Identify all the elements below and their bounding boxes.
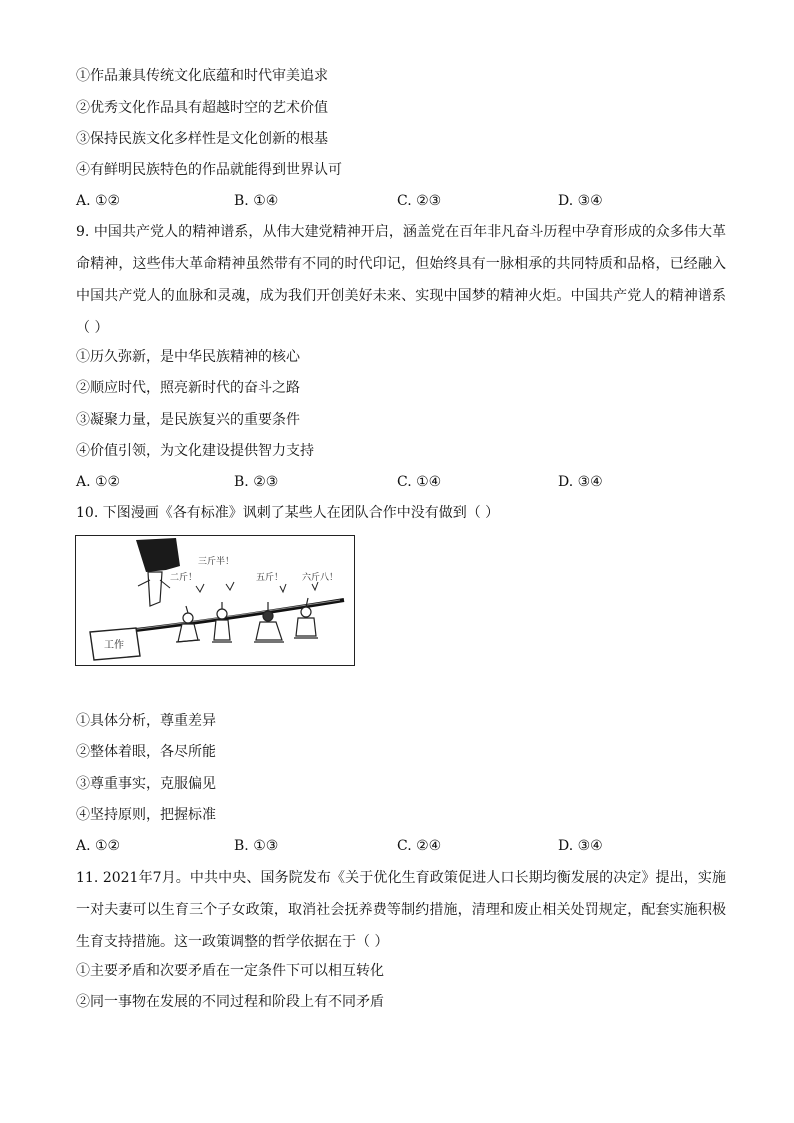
q10-item-2: ②整体着眼，各尽所能: [76, 744, 216, 760]
q8-item-3: ③保持民族文化多样性是文化创新的根基: [76, 131, 328, 147]
figure-2: [212, 602, 232, 642]
figure-3: [254, 602, 284, 642]
q10-option-b[interactable]: B. ①③: [234, 838, 279, 854]
q9-item-3: ③凝聚力量，是民族复兴的重要条件: [76, 412, 300, 428]
q8-option-d[interactable]: D. ③④: [558, 193, 603, 209]
q9-stem: 9. 中国共产党人的精神谱系，从伟大建党精神开启，涵盖党在百年非凡奋斗历程中孕育形成的众多伟大革命精神，这些伟大革命精神虽然带有不同的时代印记，但始终具有一脉相承的共同特质和品格，已经融入中国共产党人的血脉和灵魂，成为我们开创美好未来、实现中国梦的精神火炬。中国共产党人的精神谱系（ ）: [76, 224, 726, 336]
q10-item-1: ①具体分析，尊重差异: [76, 713, 216, 729]
cartoon-drawing: [76, 536, 353, 664]
q8-option-a[interactable]: A. ①②: [76, 193, 121, 209]
q10-item-4: ④坚持原则，把握标准: [76, 807, 216, 823]
q8-item-4: ④有鲜明民族特色的作品就能得到世界认可: [76, 162, 342, 178]
tick-marks: [196, 582, 318, 592]
q10-option-d[interactable]: D. ③④: [558, 838, 603, 854]
q9-item-1: ①历久弥新，是中华民族精神的核心: [76, 349, 300, 365]
q9-item-4: ④价值引领，为文化建设提供智力支持: [76, 443, 314, 459]
bag-label: 工作: [104, 640, 124, 651]
q9-option-c[interactable]: C. ①④: [397, 474, 442, 490]
q10-option-c[interactable]: C. ②④: [397, 838, 442, 854]
q9-options: [76, 473, 736, 491]
q9-option-b[interactable]: B. ②③: [234, 474, 279, 490]
leg-shape: [148, 572, 162, 606]
q11-item-2: ②同一事物在发展的不同过程和阶段上有不同矛盾: [76, 994, 384, 1010]
q10-cartoon: [75, 535, 355, 666]
bubble-1: 二斤！: [170, 573, 198, 583]
q10-option-a[interactable]: A. ①②: [76, 838, 121, 854]
bubble-2: 三斤半！: [198, 557, 235, 567]
q8-item-2: ②优秀文化作品具有超越时空的艺术价值: [76, 100, 328, 116]
q8-item-1: ①作品兼具传统文化底蕴和时代审美追求: [76, 68, 328, 84]
q9-option-a[interactable]: A. ①②: [76, 474, 121, 490]
bubble-3: 五斤！: [256, 573, 284, 583]
q8-option-c[interactable]: C. ②③: [397, 193, 442, 209]
boot-shape: [136, 538, 180, 572]
q8-options: [76, 192, 736, 210]
q8-option-b[interactable]: B. ①④: [234, 193, 279, 209]
q10-item-3: ③尊重事实，克服偏见: [76, 776, 216, 792]
q9-option-d[interactable]: D. ③④: [558, 474, 603, 490]
arm-lines: [138, 580, 170, 588]
bubble-4: 六斤八！: [302, 573, 339, 583]
q10-options: [76, 837, 736, 855]
q10-stem: 10. 下图漫画《各有标准》讽刺了某些人在团队合作中没有做到（ ）: [76, 505, 500, 521]
q11-item-1: ①主要矛盾和次要矛盾在一定条件下可以相互转化: [76, 963, 384, 979]
q11-stem: 11. 2021年7月。中共中央、国务院发布《关于优化生育政策促进人口长期均衡发展的决定》提出，实施一对夫妻可以生育三个子女政策，取消社会抚养费等制约措施，清理和废止相关处罚规定，配套实施积极生育支持措施。这一政策调整的哲学依据在于（ ）: [76, 870, 726, 950]
q9-item-2: ②顺应时代，照亮新时代的奋斗之路: [76, 380, 300, 396]
